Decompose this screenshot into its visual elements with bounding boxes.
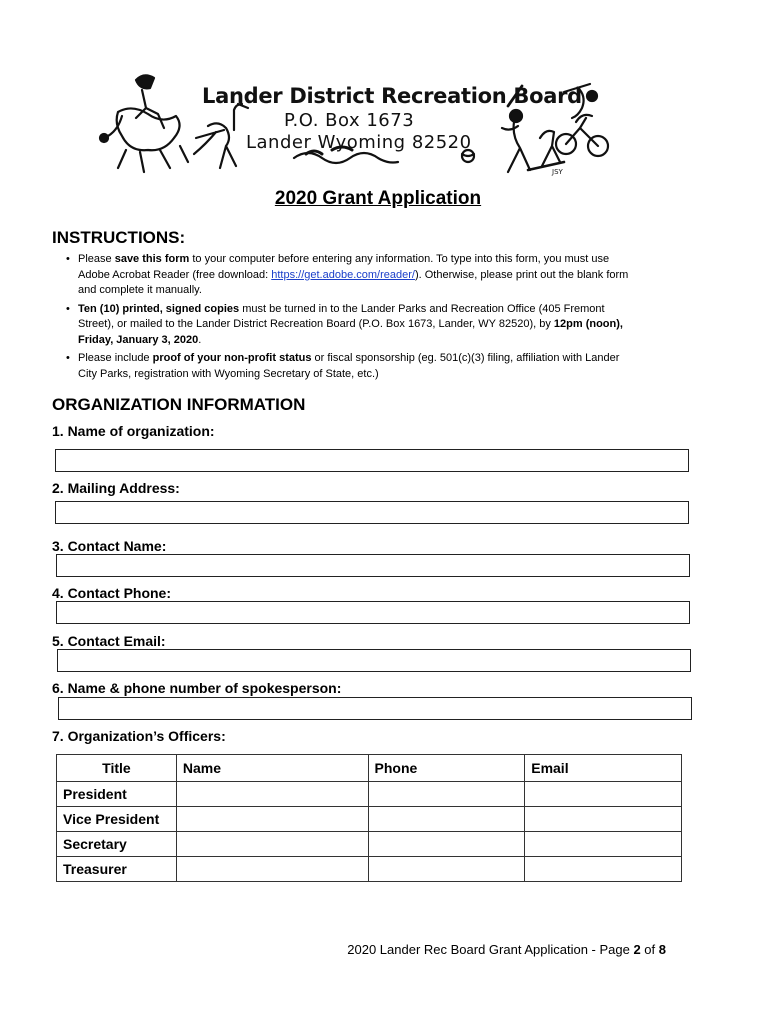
officer-email-cell[interactable] [525,782,682,807]
footer-page-number: 2 [633,942,641,957]
spokesperson-label: 6. Name & phone number of spokesperson: [52,680,342,696]
officer-name-cell[interactable] [176,807,368,832]
officer-phone-cell[interactable] [368,832,525,857]
contact-phone-label: 4. Contact Phone: [52,585,172,601]
officer-name-cell[interactable] [176,832,368,857]
officer-email-cell[interactable] [525,832,682,857]
instruction-text: must be turned in to the Lander Parks and Recreation Office (405 Fremont Street), or mailed to the Lander District Recreation Board (P.O. Box 1673, Lander, WY 82520), by [78,302,605,330]
page-footer [347,942,666,957]
header-email: Email [525,755,682,782]
instruction-text: to your computer before entering any information. To type into this form, you must use Adobe Acrobat Reader (free download: [78,253,610,281]
org-name-field[interactable] [55,449,689,472]
officer-name-cell[interactable] [176,782,368,807]
officer-email-cell[interactable] [525,807,682,832]
instructions-list [66,252,636,385]
org-name-label: 1. Name of organization: [52,423,215,439]
contact-phone-field[interactable] [56,601,690,624]
header-phone: Phone [368,755,525,782]
table-row [57,807,682,832]
letterhead-org-name: Lander District Recreation Board [202,84,582,108]
officer-title-president: President [57,782,177,807]
contact-name-field[interactable] [56,554,690,577]
officers-label: 7. Organization’s Officers: [52,728,226,744]
letterhead-city: Lander Wyoming 82520 [246,132,472,153]
table-row [57,782,682,807]
instruction-text: or fiscal sponsorship (eg. 501(c)(3) filing, affiliation with Lander City Parks, registration with Wyoming Secretary of State, etc.) [78,352,620,380]
instruction-text: Please include [78,352,153,364]
footer-text: of [640,942,659,957]
spokesperson-field[interactable] [58,697,692,720]
mailing-address-field[interactable] [55,501,689,524]
officer-title-vice-president: Vice President [57,807,177,832]
officer-phone-cell[interactable] [368,857,525,882]
contact-name-label: 3. Contact Name: [52,538,167,554]
header-title: Title [57,755,177,782]
page-title: 2020 Grant Application [274,188,482,209]
contact-email-label: 5. Contact Email: [52,633,166,649]
table-row [57,857,682,882]
mailing-address-label: 2. Mailing Address: [52,480,180,496]
officer-phone-cell[interactable] [368,782,525,807]
org-info-heading: ORGANIZATION INFORMATION [52,395,306,414]
footer-text: 2020 Lander Rec Board Grant Application - Page [347,942,634,957]
instruction-emphasis: proof of your non-profit status [152,352,312,364]
table-header-row [57,755,682,782]
officers-table [56,754,682,882]
officer-title-treasurer: Treasurer [57,857,177,882]
instruction-item-copies [66,302,636,349]
contact-email-field[interactable] [57,649,691,672]
instruction-deadline: 12pm (noon), Friday, January 3, 2020 [78,318,623,346]
letterhead-po-box: P.O. Box 1673 [284,110,415,131]
officer-phone-cell[interactable] [368,807,525,832]
letterhead [96,66,610,184]
footer-page-total: 8 [658,942,666,957]
instruction-item-save [66,252,636,299]
instruction-item-proof [66,351,636,382]
instruction-text: Please [78,253,115,265]
svg-text:JSY: JSY [552,168,563,176]
officer-title-secretary: Secretary [57,832,177,857]
adobe-reader-link[interactable]: https://get.adobe.com/reader/ [271,268,415,281]
instruction-emphasis: Ten (10) printed, signed copies [78,302,240,315]
table-row [57,832,682,857]
officer-name-cell[interactable] [176,857,368,882]
officer-email-cell[interactable] [525,857,682,882]
header-name: Name [176,755,368,782]
instruction-text: . [198,333,202,346]
instruction-text: ). Otherwise, please print out the blank form and complete it manually. [78,268,629,296]
instructions-heading: INSTRUCTIONS: [52,228,186,247]
instruction-emphasis: save this form [114,253,190,265]
